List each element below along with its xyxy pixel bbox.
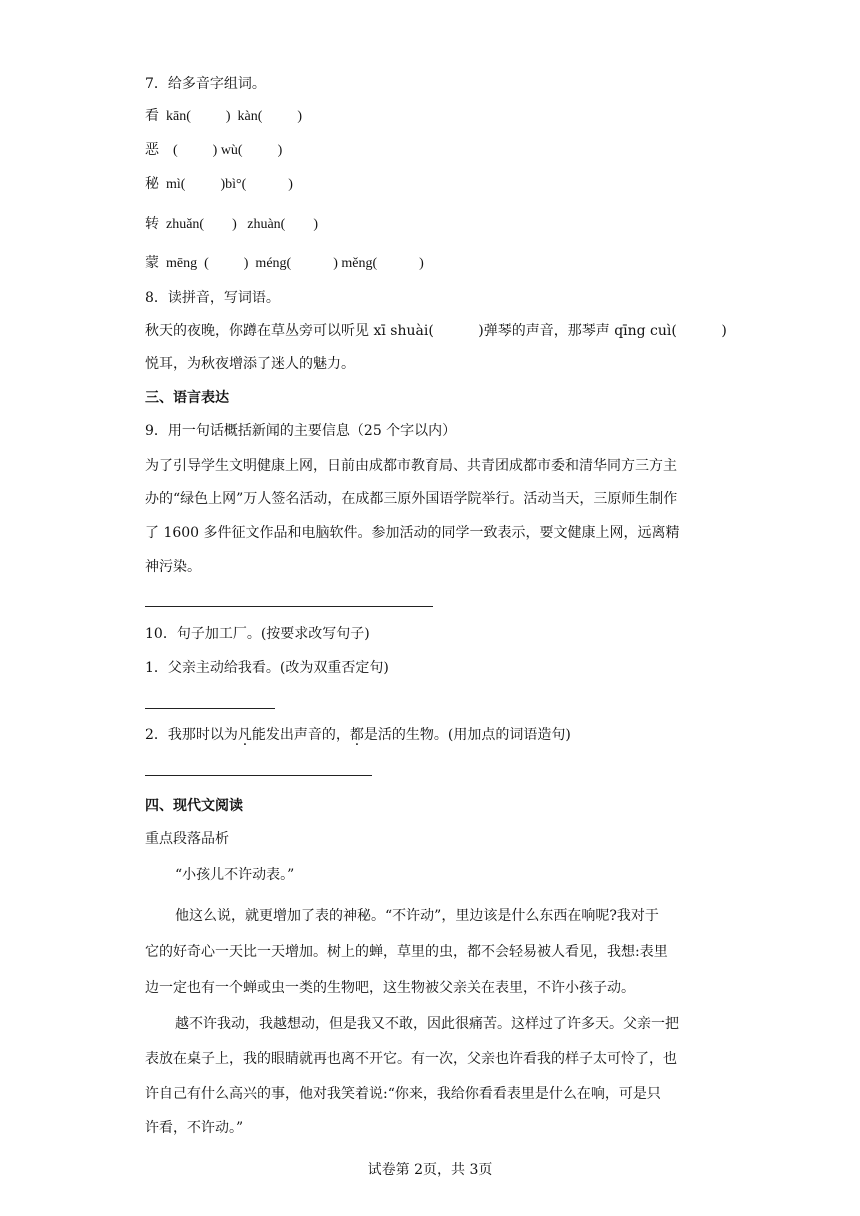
q10-item-2-answer-line[interactable] (145, 775, 372, 776)
q7-row-meng: 蒙 mēng ( ) méng( ) měng( ) (145, 256, 424, 271)
q9-passage-line: 为了引导学生文明健康上网，日前由成都市教育局、共青团成都市委和清华同方三方主 (145, 458, 677, 474)
q10-item-1: 1．父亲主动给我看。(改为双重否定句) (145, 660, 389, 676)
q7-row-kan: 看 kān( ) kàn( ) (145, 109, 303, 124)
reading-paragraph-0: “小孩儿不许动表。” (175, 867, 295, 883)
q7-row-mi: 秘 mì( )bì°( ) (145, 177, 293, 192)
q10-item-2-text: 2．我那时以为 (145, 727, 238, 743)
dotted-char-dou: 都 (349, 727, 364, 743)
reading-p1-line: 它的好奇心一天比一天增加。树上的蝉，草里的虫，都不会轻易被人看见，我想:表里 (145, 944, 668, 960)
reading-p2-line: 许自己有什么高兴的事，他对我笑着说:“你来，我给你看看表里是什么在响，可是只 (145, 1086, 661, 1102)
section-4-heading: 四、现代文阅读 (145, 798, 243, 814)
q9-title: 9．用一句话概括新闻的主要信息（25 个字以内） (145, 423, 457, 439)
section-3-heading: 三、语言表达 (145, 390, 229, 406)
q10-item-2-text: 是活的生物。(用加点的词语造句) (363, 727, 571, 743)
q9-passage-line: 神污染。 (145, 559, 201, 575)
q10-item-2 (145, 726, 571, 744)
q7-row-zhuan: 转 zhuǎn( ) zhuàn( ) (145, 217, 319, 232)
q7-title: 7．给多音字组词。 (145, 76, 266, 92)
q9-answer-line[interactable] (145, 606, 433, 607)
q9-passage-line: 了 1600 多件征文作品和电脑软件。参加活动的同学一致表示，要文健康上网，远离精 (145, 525, 680, 541)
reading-p1-line: 边一定也有一个蝉或虫一类的生物吧，这生物被父亲关在表里，不许小孩子动。 (145, 980, 635, 996)
q8-line1: 秋天的夜晚，你蹲在草丛旁可以听见 xī shuài( )弹琴的声音，那琴声 qīng cuì( ) (145, 323, 727, 339)
q10-item-2-text: 能发出声音的， (251, 727, 350, 743)
q7-row-e: 恶 ( ) wù( ) (145, 143, 283, 158)
q8-line2: 悦耳，为秋夜增添了迷人的魅力。 (145, 356, 355, 372)
q10-item-1-answer-line[interactable] (145, 708, 275, 709)
reading-p2-line: 表放在桌子上，我的眼睛就再也离不开它。有一次，父亲也许看我的样子太可怜了，也 (145, 1051, 677, 1067)
reading-p2-line: 越不许我动，我越想动，但是我又不敢，因此很痛苦。这样过了许多天。父亲一把 (175, 1016, 679, 1032)
reading-p2-line: 许看，不许动。” (145, 1120, 244, 1136)
q9-passage-line: 办的“绿色上网”万人签名活动，在成都三原外国语学院举行。活动当天，三原师生制作 (145, 491, 678, 507)
q10-title: 10．句子加工厂。(按要求改写句子) (145, 626, 370, 642)
reading-p1-line: 他这么说，就更增加了表的神秘。“不许动”，里边该是什么东西在响呢?我对于 (175, 908, 659, 924)
reading-subtitle: 重点段落品析 (145, 831, 229, 847)
q8-title: 8．读拼音，写词语。 (145, 290, 280, 306)
dotted-char-fan: 凡 (237, 727, 252, 743)
page-footer: 试卷第 2页，共 3页 (367, 1162, 493, 1178)
